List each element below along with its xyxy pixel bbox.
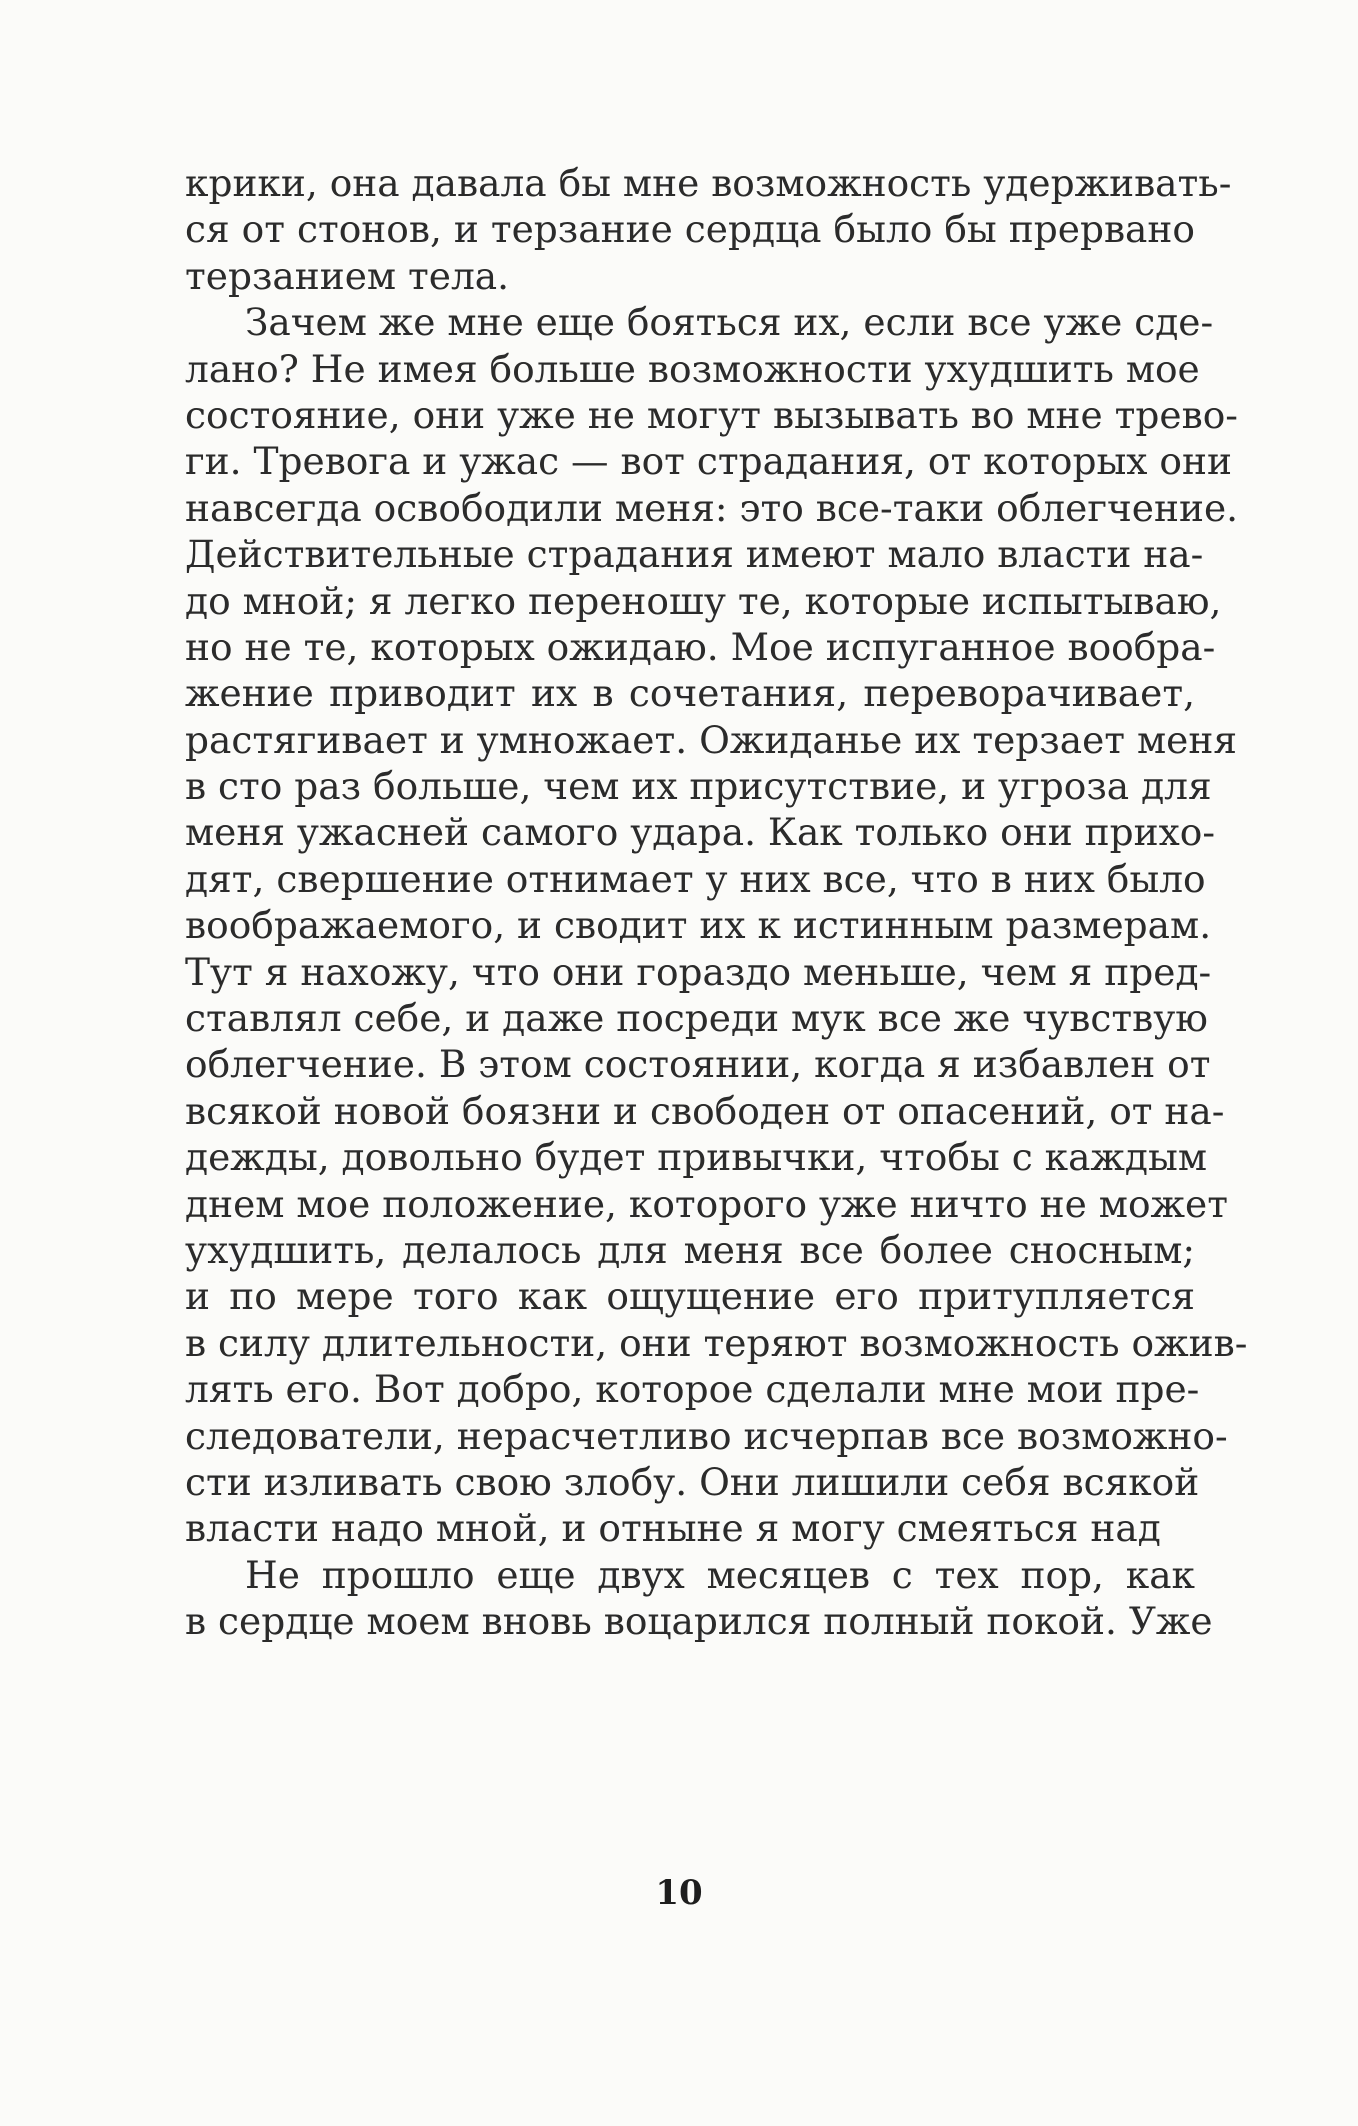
- text-line: ухудшить, делалось для меня все более сносным;: [185, 1227, 1195, 1272]
- page-number: 10: [655, 1873, 703, 1913]
- text-line: ся от стонов, и терзание сердца было бы прервано: [185, 207, 1195, 252]
- text-line: следователи, нерасчетливо исчерпав все возможно-: [185, 1413, 1228, 1458]
- text-line: дят, свершение отнимает у них все, что в них было: [185, 856, 1206, 901]
- text-line: дежды, довольно будет привычки, чтобы с каждым: [185, 1135, 1208, 1180]
- text-line: Не прошло еще двух месяцев с тех пор, как: [245, 1552, 1195, 1597]
- text-line: днем мое положение, которого уже ничто не может: [185, 1181, 1228, 1226]
- text-line: Зачем же мне еще бояться их, если все уже сде-: [245, 300, 1214, 345]
- text-line: растягивает и умножает. Ожиданье их терзает меня: [185, 717, 1237, 762]
- text-line: лано? Не имея больше возможности ухудшить мое: [185, 346, 1200, 391]
- text-line: в сто раз больше, чем их присутствие, и угроза для: [185, 764, 1212, 809]
- text-line: но не те, которых ожидаю. Мое испуганное вообра-: [185, 624, 1216, 669]
- text-line: ставлял себе, и даже посреди мук все же чувствую: [185, 996, 1208, 1041]
- text-line: в сердце моем вновь воцарился полный покой. Уже: [185, 1599, 1213, 1644]
- text-line: облегчение. В этом состоянии, когда я избавлен от: [185, 1042, 1211, 1087]
- text-line: терзанием тела.: [185, 253, 510, 298]
- text-line: ги. Тревога и ужас — вот страдания, от которых они: [185, 439, 1232, 484]
- text-line: воображаемого, и сводит их к истинным размерам.: [185, 903, 1212, 948]
- text-line: всякой новой боязни и свободен от опасений, от на-: [185, 1088, 1225, 1133]
- text-line: жение приводит их в сочетания, переворачивает,: [185, 671, 1195, 716]
- text-line: навсегда освободили меня: это все-таки облегчение.: [185, 485, 1239, 530]
- text-line: Действительные страдания имеют мало власти на-: [185, 532, 1204, 577]
- text-line: меня ужасней самого удара. Как только они прихо-: [185, 810, 1216, 855]
- body-text: [185, 160, 1248, 1645]
- text-line: власти надо мной, и отныне я могу смеяться над: [185, 1506, 1161, 1551]
- text-line: до мной; я легко переношу те, которые испытываю,: [185, 578, 1222, 623]
- text-line: лять его. Вот добро, которое сделали мне мои пре-: [185, 1367, 1200, 1412]
- text-line: состояние, они уже не могут вызывать во мне трево-: [185, 392, 1238, 437]
- text-line: и по мере того как ощущение его притупляется: [185, 1274, 1195, 1319]
- text-line: сти изливать свою злобу. Они лишили себя всякой: [185, 1459, 1200, 1504]
- text-line: в силу длительности, они теряют возможность ожив-: [185, 1320, 1248, 1365]
- text-line: Тут я нахожу, что они гораздо меньше, чем я пред-: [185, 949, 1212, 994]
- text-line: крики, она давала бы мне возможность удерживать-: [185, 161, 1232, 205]
